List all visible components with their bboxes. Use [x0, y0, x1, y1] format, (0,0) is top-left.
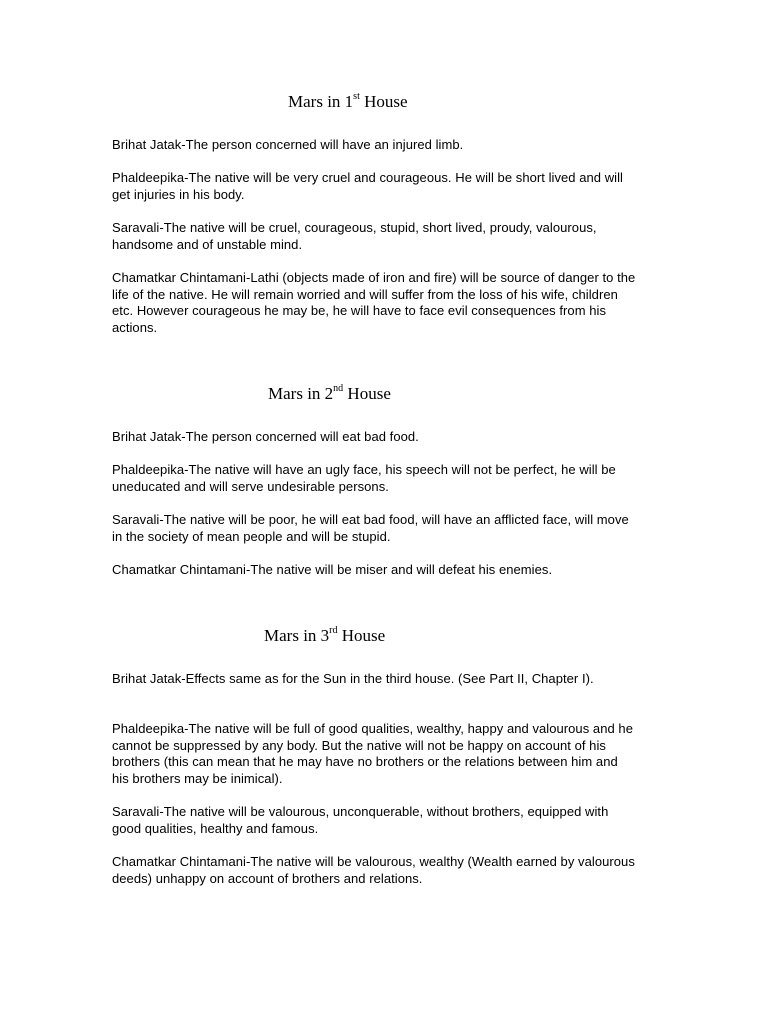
paragraph-chamatkar-chintamani: Chamatkar Chintamani-The native will be miser and will defeat his enemies.: [112, 562, 553, 577]
section-heading-mars-1st-house: [288, 92, 408, 112]
paragraph-brihat-jatak: Brihat Jatak-Effects same as for the Sun in the third house. (See Part II, Chapter I).: [112, 671, 594, 686]
paragraph-brihat-jatak: Brihat Jatak-The person concerned will eat bad food.: [112, 429, 419, 444]
heading-ordinal: rd: [329, 625, 338, 637]
paragraph-brihat-jatak: Brihat Jatak-The person concerned will have an injured limb.: [112, 137, 464, 152]
heading-suffix: House: [359, 92, 408, 111]
paragraph-saravali: Saravali-The native will be valourous, unconquerable, without brothers, equipped with good qualities, healthy and famous.: [112, 804, 609, 836]
paragraph-phaldeepika: Phaldeepika-The native will be full of good qualities, wealthy, happy and valourous and he cannot be suppressed by any body. But the native will not be happy on account of his brothers (this can mean that he may have no brothers or the relations between him and his brothers may be inimical).: [112, 721, 633, 786]
paragraph-chamatkar-chintamani: Chamatkar Chintamani-Lathi (objects made of iron and fire) will be source of danger to the life of the native. He will remain worried and will suffer from the loss of his wife, children etc. However courageous he may be, he will have to face evil consequences from his actions.: [112, 270, 636, 335]
paragraph-phaldeepika: Phaldeepika-The native will be very cruel and courageous. He will be short lived and will get injuries in his body.: [112, 170, 623, 202]
heading-text: Mars in 2: [268, 384, 334, 403]
paragraph-phaldeepika: Phaldeepika-The native will have an ugly face, his speech will not be perfect, he will be uneducated and will serve undesirable persons.: [112, 462, 616, 494]
heading-suffix: House: [337, 626, 386, 645]
paragraph-saravali: Saravali-The native will be cruel, courageous, stupid, short lived, proudy, valourous, handsome and of unstable mind.: [112, 220, 597, 252]
heading-suffix: House: [343, 384, 391, 403]
paragraph-chamatkar-chintamani: Chamatkar Chintamani-The native will be valourous, wealthy (Wealth earned by valourous deeds) unhappy on account of brothers and relations.: [112, 854, 635, 886]
paragraph-saravali: Saravali-The native will be poor, he will eat bad food, will have an afflicted face, will move in the society of mean people and will be stupid.: [112, 512, 629, 544]
heading-ordinal: nd: [333, 383, 344, 395]
section-heading-mars-3rd-house: [264, 626, 385, 646]
heading-text: Mars in 1: [288, 92, 354, 111]
section-heading-mars-2nd-house: [268, 384, 391, 404]
heading-ordinal: st: [353, 91, 360, 103]
heading-text: Mars in 3: [264, 626, 330, 645]
